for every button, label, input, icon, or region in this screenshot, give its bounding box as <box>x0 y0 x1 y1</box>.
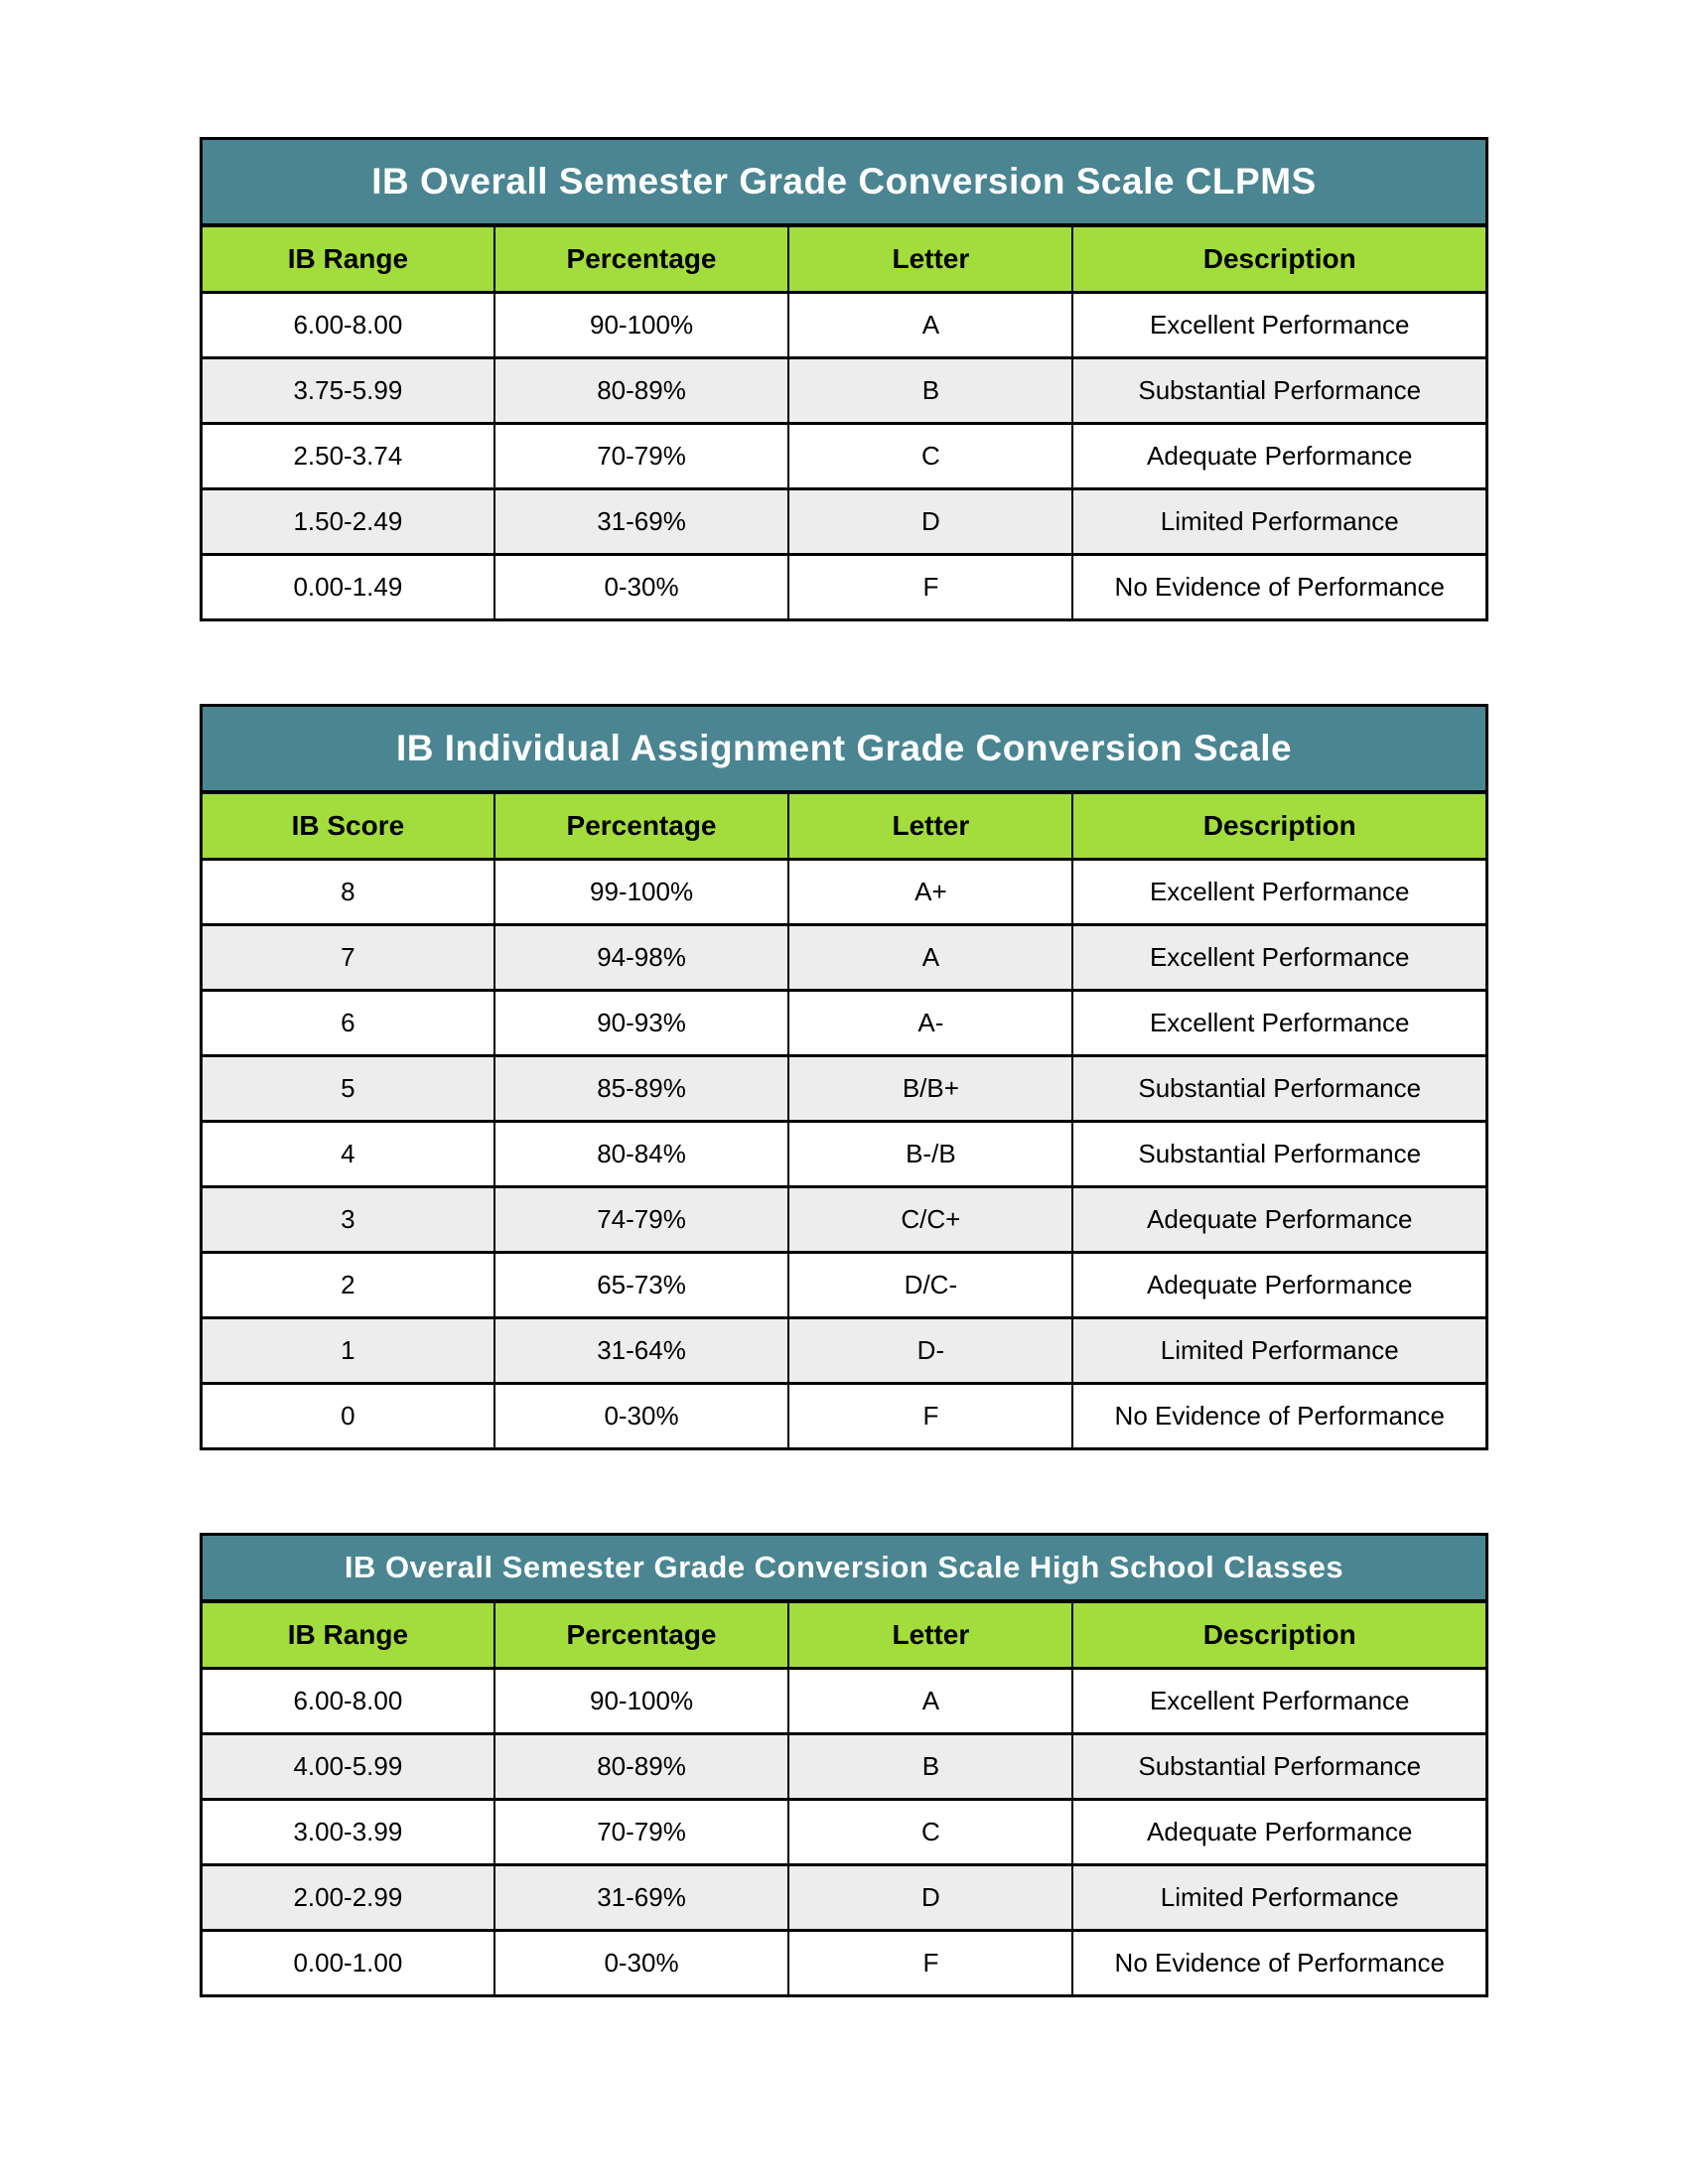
table-row <box>202 1318 1487 1384</box>
table-cell: Substantial Performance <box>1072 1056 1486 1122</box>
table-row <box>202 860 1487 925</box>
table-cell: Adequate Performance <box>1072 424 1486 489</box>
table-cell: 90-100% <box>494 1669 789 1734</box>
table-row <box>202 1734 1487 1800</box>
table-cell: Substantial Performance <box>1072 1734 1486 1800</box>
table-title: IB Overall Semester Grade Conversion Scale CLPMS <box>202 139 1487 226</box>
table-row <box>202 1384 1487 1449</box>
column-header-row <box>202 1601 1487 1669</box>
table-cell: 3.00-3.99 <box>202 1800 494 1865</box>
table-cell: 2.00-2.99 <box>202 1865 494 1931</box>
table-title: IB Individual Assignment Grade Conversion Scale <box>202 706 1487 793</box>
table-cell: A <box>788 293 1072 358</box>
table-cell: 0.00-1.49 <box>202 555 494 620</box>
table-cell: 2 <box>202 1253 494 1318</box>
column-header: Description <box>1072 792 1486 860</box>
table-cell: Excellent Performance <box>1072 925 1486 991</box>
table-cell: A <box>788 925 1072 991</box>
table-row <box>202 489 1487 555</box>
table-cell: 90-100% <box>494 293 789 358</box>
table-title-row <box>202 1535 1487 1602</box>
table-cell: 74-79% <box>494 1187 789 1253</box>
table-cell: Adequate Performance <box>1072 1253 1486 1318</box>
column-header: IB Range <box>202 1601 494 1669</box>
table-cell: 99-100% <box>494 860 789 925</box>
table-cell: F <box>788 555 1072 620</box>
column-header: Letter <box>788 1601 1072 1669</box>
table-cell: C/C+ <box>788 1187 1072 1253</box>
table-row <box>202 1669 1487 1734</box>
table-row <box>202 1865 1487 1931</box>
table-cell: 7 <box>202 925 494 991</box>
table-row <box>202 991 1487 1056</box>
column-header: IB Range <box>202 225 494 293</box>
table-cell: 3 <box>202 1187 494 1253</box>
table-cell: B <box>788 358 1072 424</box>
table-cell: 80-84% <box>494 1122 789 1187</box>
table-cell: 4.00-5.99 <box>202 1734 494 1800</box>
table-cell: D/C- <box>788 1253 1072 1318</box>
table-cell: Substantial Performance <box>1072 358 1486 424</box>
table-row <box>202 424 1487 489</box>
table-cell: 3.75-5.99 <box>202 358 494 424</box>
table-cell: 6.00-8.00 <box>202 1669 494 1734</box>
table-cell: D <box>788 1865 1072 1931</box>
grade-conversion-tables <box>200 137 1488 1997</box>
table-cell: 2.50-3.74 <box>202 424 494 489</box>
table-cell: Excellent Performance <box>1072 293 1486 358</box>
table-cell: B-/B <box>788 1122 1072 1187</box>
table-cell: 85-89% <box>494 1056 789 1122</box>
table-cell: Limited Performance <box>1072 1318 1486 1384</box>
table-cell: 31-69% <box>494 489 789 555</box>
table-cell: 80-89% <box>494 358 789 424</box>
table-row <box>202 1122 1487 1187</box>
table-cell: Excellent Performance <box>1072 1669 1486 1734</box>
table-title: IB Overall Semester Grade Conversion Scale High School Classes <box>202 1535 1487 1602</box>
table-cell: No Evidence of Performance <box>1072 1384 1486 1449</box>
column-header: Description <box>1072 225 1486 293</box>
table-cell: Substantial Performance <box>1072 1122 1486 1187</box>
table-cell: 0-30% <box>494 1384 789 1449</box>
table-row <box>202 1187 1487 1253</box>
document-page <box>200 137 1488 1997</box>
table-cell: D- <box>788 1318 1072 1384</box>
table-cell: 6 <box>202 991 494 1056</box>
table-cell: No Evidence of Performance <box>1072 555 1486 620</box>
table-row <box>202 293 1487 358</box>
table-cell: No Evidence of Performance <box>1072 1931 1486 1996</box>
table-title-row <box>202 139 1487 226</box>
column-header-row <box>202 225 1487 293</box>
table-cell: 31-69% <box>494 1865 789 1931</box>
table-cell: 0-30% <box>494 1931 789 1996</box>
table-cell: B <box>788 1734 1072 1800</box>
table-cell: Adequate Performance <box>1072 1187 1486 1253</box>
column-header: Letter <box>788 225 1072 293</box>
table-cell: 0 <box>202 1384 494 1449</box>
table-cell: 80-89% <box>494 1734 789 1800</box>
column-header: Letter <box>788 792 1072 860</box>
table-row <box>202 1056 1487 1122</box>
column-header: Percentage <box>494 1601 789 1669</box>
table-cell: Adequate Performance <box>1072 1800 1486 1865</box>
column-header: Percentage <box>494 225 789 293</box>
table-cell: 1.50-2.49 <box>202 489 494 555</box>
table-row <box>202 1931 1487 1996</box>
table-cell: A- <box>788 991 1072 1056</box>
table-cell: 70-79% <box>494 1800 789 1865</box>
table-cell: A+ <box>788 860 1072 925</box>
table-cell: 6.00-8.00 <box>202 293 494 358</box>
column-header: Percentage <box>494 792 789 860</box>
table-cell: A <box>788 1669 1072 1734</box>
table-cell: C <box>788 424 1072 489</box>
table-cell: D <box>788 489 1072 555</box>
table-row <box>202 925 1487 991</box>
table-row <box>202 1800 1487 1865</box>
table-cell: F <box>788 1384 1072 1449</box>
grade-table-2 <box>200 704 1488 1450</box>
table-cell: 70-79% <box>494 424 789 489</box>
column-header: IB Score <box>202 792 494 860</box>
table-cell: F <box>788 1931 1072 1996</box>
table-cell: 94-98% <box>494 925 789 991</box>
table-cell: Excellent Performance <box>1072 860 1486 925</box>
table-cell: 31-64% <box>494 1318 789 1384</box>
table-cell: Excellent Performance <box>1072 991 1486 1056</box>
table-cell: 0-30% <box>494 555 789 620</box>
table-row <box>202 555 1487 620</box>
table-title-row <box>202 706 1487 793</box>
table-cell: Limited Performance <box>1072 1865 1486 1931</box>
table-row <box>202 358 1487 424</box>
table-cell: 90-93% <box>494 991 789 1056</box>
table-cell: 0.00-1.00 <box>202 1931 494 1996</box>
grade-table-3 <box>200 1533 1488 1997</box>
grade-table-1 <box>200 137 1488 621</box>
table-cell: 65-73% <box>494 1253 789 1318</box>
table-row <box>202 1253 1487 1318</box>
table-cell: B/B+ <box>788 1056 1072 1122</box>
table-cell: Limited Performance <box>1072 489 1486 555</box>
table-cell: C <box>788 1800 1072 1865</box>
column-header-row <box>202 792 1487 860</box>
table-cell: 4 <box>202 1122 494 1187</box>
table-cell: 1 <box>202 1318 494 1384</box>
table-cell: 8 <box>202 860 494 925</box>
table-cell: 5 <box>202 1056 494 1122</box>
column-header: Description <box>1072 1601 1486 1669</box>
